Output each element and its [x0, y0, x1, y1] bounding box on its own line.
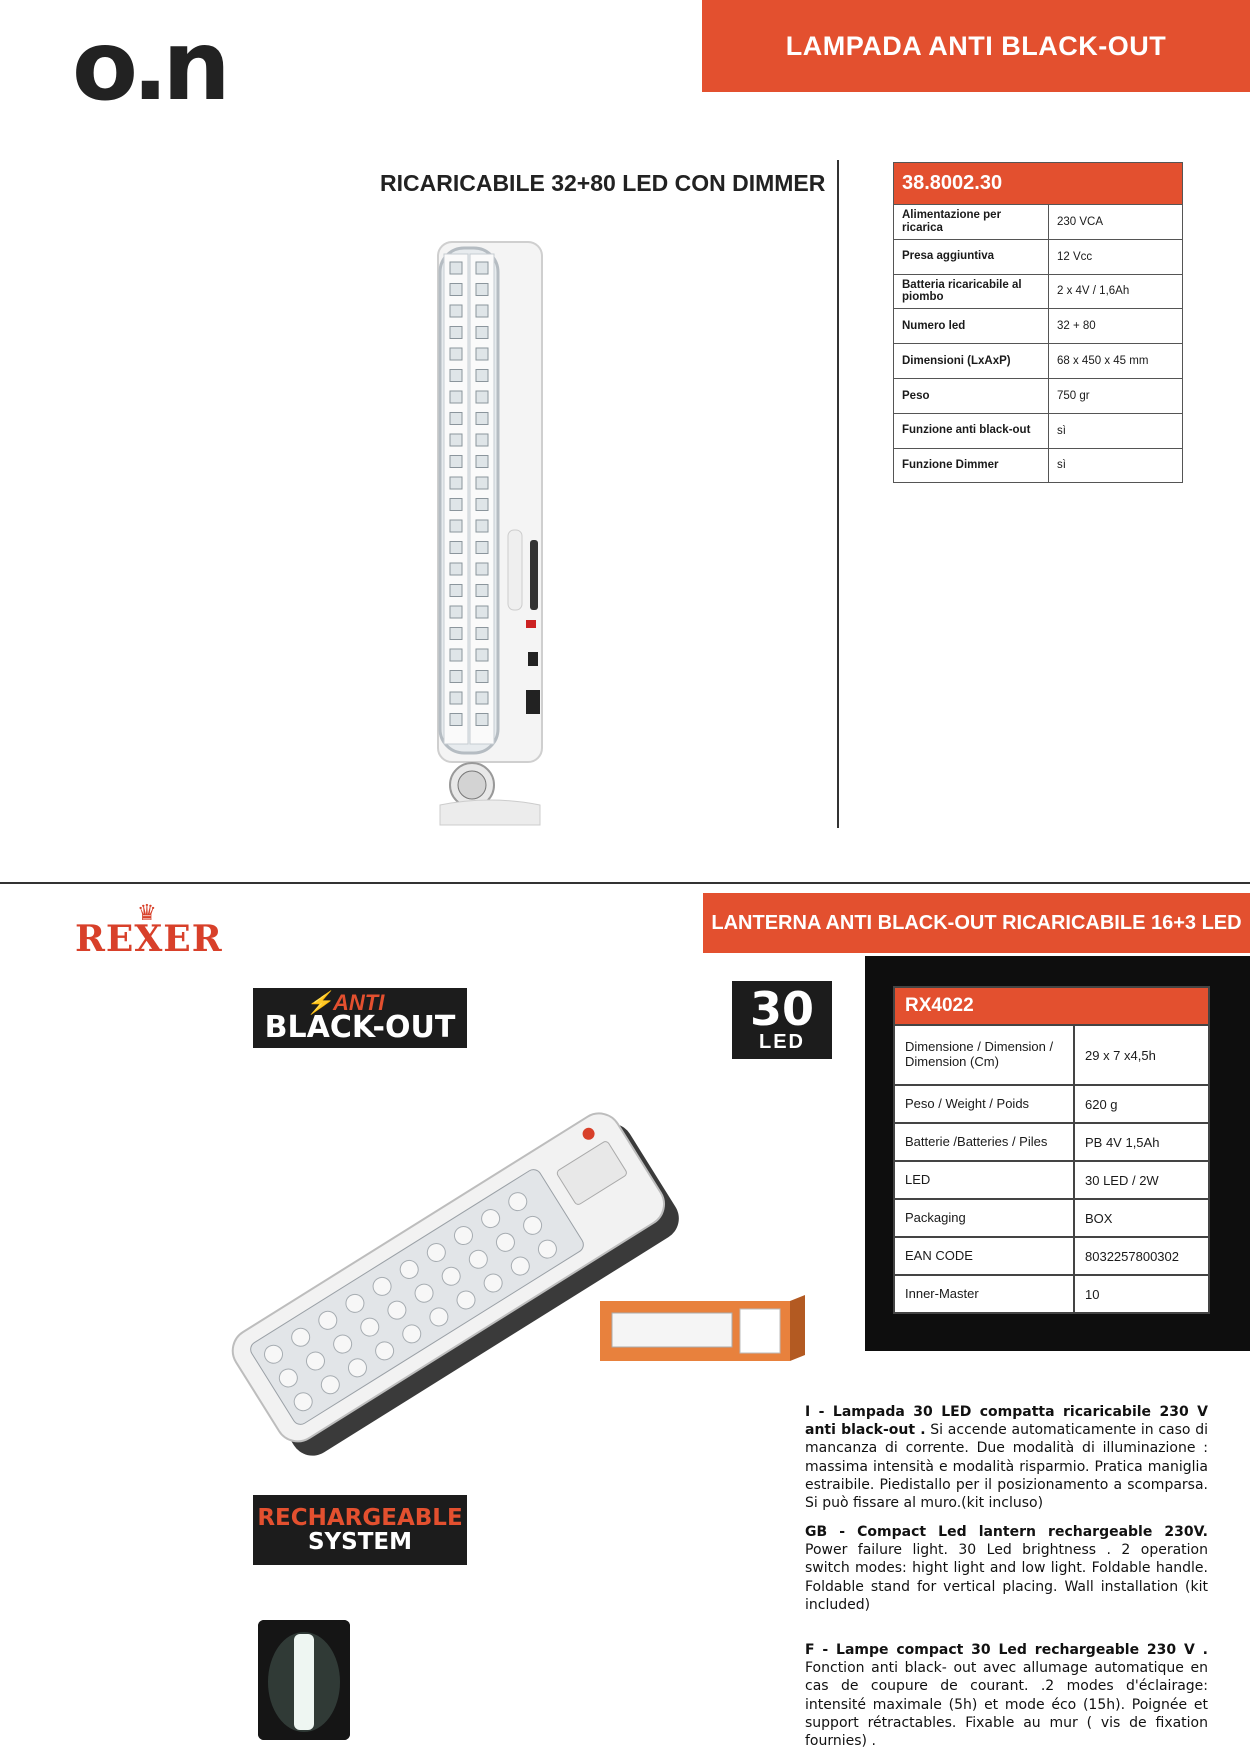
badge-rech-top: RECHARGEABLE — [257, 1504, 463, 1531]
led-cell — [476, 542, 488, 554]
led-cell — [476, 305, 488, 317]
led-cell — [476, 348, 488, 360]
spec-value: 29 x 7 x4,5h — [1074, 1025, 1209, 1085]
spec-key: Numero led — [894, 309, 1049, 344]
led-cell — [476, 370, 488, 382]
led-cell — [476, 499, 488, 511]
spec-key: Peso / Weight / Poids — [894, 1085, 1074, 1123]
description-gb-body: Power failure light. 30 Led brightness . 2 operation switch modes: hight light and low light. Foldable handle. Foldable stand for vertical placing. Wall installation (kit included) — [805, 1542, 1208, 1613]
spec-value: sì — [1049, 413, 1183, 448]
led-cell — [476, 606, 488, 618]
table-row — [894, 1085, 1209, 1123]
rexer-wordmark: REXER — [75, 918, 223, 960]
packaging-box-image — [600, 1295, 805, 1367]
badge-blackout-label: BLACK-OUT — [264, 1010, 456, 1046]
led-cell — [476, 284, 488, 296]
led-cell — [450, 284, 462, 296]
lantern-image — [230, 1078, 680, 1498]
led-cell — [450, 606, 462, 618]
spec-key: Inner-Master — [894, 1275, 1074, 1313]
spec-value: 68 x 450 x 45 mm — [1049, 344, 1183, 379]
table-row — [894, 274, 1183, 309]
lamp-image — [430, 240, 550, 830]
table-row — [894, 1275, 1209, 1313]
section-divider — [0, 882, 1250, 884]
led-cell — [450, 370, 462, 382]
spec-value: 750 gr — [1049, 378, 1183, 413]
led-cell — [450, 434, 462, 446]
led-cell — [450, 391, 462, 403]
led-cell — [476, 434, 488, 446]
lightning-icon: ⚡ — [305, 989, 334, 1015]
vertical-divider — [837, 160, 839, 828]
product-subtitle: RICARICABILE 32+80 LED CON DIMMER — [380, 170, 826, 196]
led-cell — [450, 456, 462, 468]
anti-blackout-badge — [253, 988, 467, 1048]
spec-key: LED — [894, 1161, 1074, 1199]
badge-led-label: LED — [759, 1030, 805, 1053]
led-cell — [450, 585, 462, 597]
spec-value: 12 Vcc — [1049, 239, 1183, 274]
spec-value: sì — [1049, 448, 1183, 483]
led-cell — [450, 628, 462, 640]
table-row — [894, 448, 1183, 483]
description-it — [805, 1403, 1208, 1512]
on-brand-logo: o.n — [72, 10, 225, 122]
spec-code-2: RX4022 — [894, 987, 1209, 1025]
spec-value: 30 LED / 2W — [1074, 1161, 1209, 1199]
led-cell — [476, 649, 488, 661]
badge-anti-label: ⚡ANTI — [305, 989, 385, 1015]
led-cell — [450, 477, 462, 489]
led-cell — [450, 520, 462, 532]
table-row — [894, 309, 1183, 344]
badge-led-number: 30 — [749, 982, 814, 1037]
lantern-lit-photo — [258, 1620, 350, 1740]
led-cell — [450, 649, 462, 661]
table-row — [894, 1199, 1209, 1237]
badge-rech-bottom: SYSTEM — [307, 1529, 413, 1555]
description-fr-body: Fonction anti black- out avec allumage automatique en cas de coupure de courant. .2 modes d'éclairage: intensité maximale (5h) et mode éco (15h). Poignée et support rétractables. Fixable au mur ( vis de fixation fournies) . — [805, 1660, 1208, 1747]
table-row — [894, 205, 1183, 240]
led-cell — [450, 413, 462, 425]
led-cell — [476, 262, 488, 274]
spec-value: PB 4V 1,5Ah — [1074, 1123, 1209, 1161]
spec-key: Funzione anti black-out — [894, 413, 1049, 448]
led-cell — [476, 413, 488, 425]
led-cell — [476, 714, 488, 726]
table-row — [894, 239, 1183, 274]
led-cell — [476, 671, 488, 683]
spec-value: 32 + 80 — [1049, 309, 1183, 344]
table-row — [894, 378, 1183, 413]
table-row — [894, 1123, 1209, 1161]
lampada-banner: LAMPADA ANTI BLACK-OUT — [702, 0, 1250, 92]
table-row — [894, 413, 1183, 448]
table-row — [894, 1025, 1209, 1085]
description-it-title: I - Lampada 30 LED compatta ricaricabile 230 V anti black-out . — [805, 1404, 1208, 1439]
spec-key: EAN CODE — [894, 1237, 1074, 1275]
spec-key: Peso — [894, 378, 1049, 413]
led-cell — [476, 692, 488, 704]
spec-table-1 — [893, 162, 1183, 483]
spec-code-1: 38.8002.30 — [894, 163, 1183, 205]
led-cell — [450, 262, 462, 274]
spec-value: 620 g — [1074, 1085, 1209, 1123]
led-cell — [476, 477, 488, 489]
spec-key: Batteria ricaricabile al piombo — [894, 274, 1049, 309]
spec-table-2 — [893, 986, 1210, 1314]
led-cell — [476, 327, 488, 339]
led-cell — [476, 456, 488, 468]
spec-key: Dimensione / Dimension / Dimension (Cm) — [894, 1025, 1074, 1085]
description-fr — [805, 1641, 1208, 1747]
led-cell — [450, 499, 462, 511]
led-cell — [450, 542, 462, 554]
rexer-crown-icon: ♛ — [137, 900, 157, 925]
spec-key: Batterie /Batteries / Piles — [894, 1123, 1074, 1161]
table-row — [894, 344, 1183, 379]
led-cell — [476, 520, 488, 532]
led-cell — [476, 563, 488, 575]
spec-value: 10 — [1074, 1275, 1209, 1313]
led-cell — [450, 671, 462, 683]
spec-key: Alimentazione per ricarica — [894, 205, 1049, 240]
led-cell — [450, 327, 462, 339]
spec-key: Presa aggiuntiva — [894, 239, 1049, 274]
led-cell — [476, 628, 488, 640]
led-cell — [476, 585, 488, 597]
led-cell — [450, 714, 462, 726]
led-cell — [450, 305, 462, 317]
description-gb — [805, 1523, 1208, 1614]
description-fr-title: F - Lampe compact 30 Led rechargeable 230 V . — [805, 1642, 1208, 1658]
rechargeable-badge — [253, 1495, 467, 1565]
description-it-body: Si accende automaticamente in caso di mancanza di corrente. Due modalità di illuminazione : massima intensità e modalità risparmio. Pratica maniglia estraibile. Piedistallo per il posizionamento a scomparsa. Si può fissare al muro.(kit incluso) — [805, 1422, 1209, 1511]
led-cell — [450, 348, 462, 360]
led-cell — [476, 391, 488, 403]
spec-value: BOX — [1074, 1199, 1209, 1237]
spec-key: Funzione Dimmer — [894, 448, 1049, 483]
spec-value: 8032257800302 — [1074, 1237, 1209, 1275]
led-cell — [450, 692, 462, 704]
lanterna-banner: LANTERNA ANTI BLACK-OUT RICARICABILE 16+3 LED — [703, 893, 1250, 953]
spec-value: 2 x 4V / 1,6Ah — [1049, 274, 1183, 309]
spec-key: Packaging — [894, 1199, 1074, 1237]
table-row — [894, 1237, 1209, 1275]
description-gb-title: GB - Compact Led lantern rechargeable 230V. — [805, 1524, 1208, 1540]
spec-key: Dimensioni (LxAxP) — [894, 344, 1049, 379]
rexer-brand-logo — [75, 900, 223, 960]
led-cell — [450, 563, 462, 575]
led-count-badge — [732, 981, 832, 1059]
spec-value: 230 VCA — [1049, 205, 1183, 240]
table-row — [894, 1161, 1209, 1199]
